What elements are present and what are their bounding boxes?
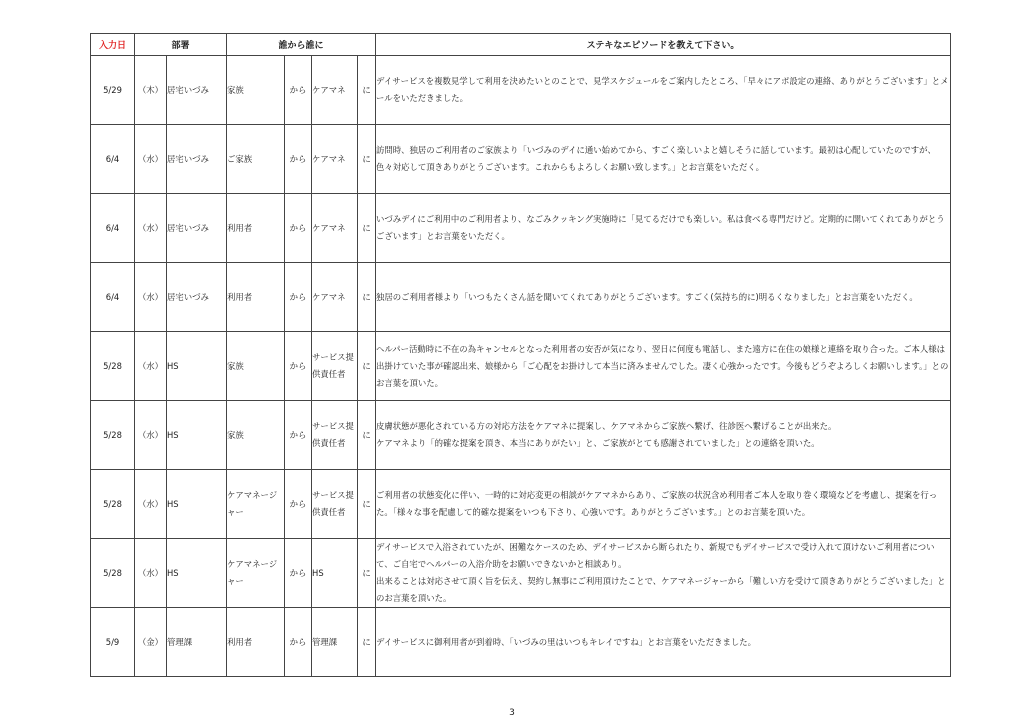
date-cell: 5/9 (91, 608, 135, 677)
ni-cell: に (358, 125, 376, 194)
header-dept: 部署 (135, 34, 227, 56)
department-cell: 居宅いづみ (167, 194, 227, 263)
header-row (91, 34, 951, 56)
date-cell: 6/4 (91, 125, 135, 194)
table-row (91, 194, 951, 263)
from-cell: 家族 (227, 401, 285, 470)
kara-cell: から (285, 194, 312, 263)
from-cell: ケアマネージャー (227, 539, 285, 608)
weekday-cell: （水） (135, 263, 167, 332)
table-row (91, 125, 951, 194)
kara-cell: から (285, 539, 312, 608)
department-cell: HS (167, 401, 227, 470)
date-cell: 5/29 (91, 56, 135, 125)
ni-cell: に (358, 539, 376, 608)
ni-cell: に (358, 608, 376, 677)
episode-cell: ご利用者の状態変化に伴い、一時的に対応変更の相談がケアマネからあり、ご家族の状況含め利用者ご本人を取り巻く環境などを考慮し、提案を行った。「様々な事を配慮して的確な提案をいつも下さり、心強いです。ありがとうございます。」とのお言葉を頂いた。 (376, 470, 951, 539)
date-cell: 5/28 (91, 470, 135, 539)
to-cell: サービス提供責任者 (312, 332, 358, 401)
weekday-cell: （水） (135, 539, 167, 608)
episode-cell: 訪問時、独居のご利用者のご家族より「いづみのデイに通い始めてから、すごく楽しいよと嬉しそうに話しています。最初は心配していたのですが、色々対応して頂きありがとうございます。これからもよろしくお願い致します。」とお言葉をいただく。 (376, 125, 951, 194)
kara-cell: から (285, 56, 312, 125)
from-cell: 利用者 (227, 194, 285, 263)
weekday-cell: （水） (135, 470, 167, 539)
table-row (91, 56, 951, 125)
weekday-cell: （木） (135, 56, 167, 125)
department-cell: 居宅いづみ (167, 263, 227, 332)
weekday-cell: （水） (135, 401, 167, 470)
date-cell: 5/28 (91, 401, 135, 470)
episode-cell: デイサービスで入浴されていたが、困難なケースのため、デイサービスから断られたり、新規でもデイサービスで受け入れて頂けないご利用者について、ご自宅でヘルパーの入浴介助をお願いできないかと相談あり。 出来ることは対応させて頂く旨を伝え、契約し無事にご利用頂けたことで、ケアマネージャーから「難しい方を受けて頂きありがとうございました」とのお言葉を頂いた。 (376, 539, 951, 608)
kara-cell: から (285, 470, 312, 539)
table-row (91, 470, 951, 539)
to-cell: ケアマネ (312, 194, 358, 263)
episode-cell: 独居のご利用者様より「いつもたくさん話を聞いてくれてありがとうございます。すごく(気持ち的に)明るくなりました」とお言葉をいただく。 (376, 263, 951, 332)
department-cell: 管理課 (167, 608, 227, 677)
from-cell: 家族 (227, 332, 285, 401)
ni-cell: に (358, 401, 376, 470)
to-cell: サービス提供責任者 (312, 401, 358, 470)
to-cell: ケアマネ (312, 263, 358, 332)
kara-cell: から (285, 332, 312, 401)
episode-cell: 皮膚状態が悪化されている方の対応方法をケアマネに提案し、ケアマネからご家族へ繋げ、往診医へ繋げることが出来た。 ケアマネより「的確な提案を頂き、本当にありがたい」と、ご家族がとても感謝されていました」との連絡を頂いた。 (376, 401, 951, 470)
date-cell: 5/28 (91, 332, 135, 401)
date-cell: 5/28 (91, 539, 135, 608)
episode-cell: いづみデイにご利用中のご利用者より、なごみクッキング実施時に「見てるだけでも楽しい。私は食べる専門だけど。定期的に開いてくれてありがとうございます」とお言葉をいただく。 (376, 194, 951, 263)
table-row (91, 539, 951, 608)
to-cell: 管理課 (312, 608, 358, 677)
from-cell: 利用者 (227, 263, 285, 332)
department-cell: HS (167, 470, 227, 539)
date-cell: 6/4 (91, 263, 135, 332)
page-number: 3 (509, 708, 515, 718)
ni-cell: に (358, 470, 376, 539)
from-cell: ご家族 (227, 125, 285, 194)
header-date: 入力日 (91, 34, 135, 56)
kara-cell: から (285, 608, 312, 677)
ni-cell: に (358, 263, 376, 332)
kara-cell: から (285, 263, 312, 332)
weekday-cell: （水） (135, 332, 167, 401)
department-cell: HS (167, 539, 227, 608)
episode-cell: デイサービスを複数見学して利用を決めたいとのことで、見学スケジュールをご案内したところ、「早々にアポ設定の連絡、ありがとうございます」とメールをいただきました。 (376, 56, 951, 125)
kara-cell: から (285, 125, 312, 194)
to-cell: HS (312, 539, 358, 608)
header-from-to: 誰から誰に (227, 34, 376, 56)
to-cell: ケアマネ (312, 56, 358, 125)
weekday-cell: （金） (135, 608, 167, 677)
department-cell: 居宅いづみ (167, 56, 227, 125)
episode-cell: ヘルパー活動時に不在の為キャンセルとなった利用者の安否が気になり、翌日に何度も電話し、また遠方に在住の娘様と連絡を取り合った。ご本人様は出掛けていた事が確認出来、娘様から「ご心配をお掛けして本当に済みませんでした。凄く心強かったです。今後もどうぞよろしくお願いします。」とのお言葉を頂いた。 (376, 332, 951, 401)
ni-cell: に (358, 194, 376, 263)
episode-table (90, 33, 951, 677)
ni-cell: に (358, 332, 376, 401)
table-body (91, 56, 951, 677)
weekday-cell: （水） (135, 125, 167, 194)
weekday-cell: （水） (135, 194, 167, 263)
date-cell: 6/4 (91, 194, 135, 263)
table-row (91, 332, 951, 401)
episode-cell: デイサービスに御利用者が到着時、「いづみの里はいつもキレイですね」とお言葉をいただきました。 (376, 608, 951, 677)
to-cell: ケアマネ (312, 125, 358, 194)
from-cell: 家族 (227, 56, 285, 125)
to-cell: サービス提供責任者 (312, 470, 358, 539)
kara-cell: から (285, 401, 312, 470)
from-cell: ケアマネージャー (227, 470, 285, 539)
table-row (91, 401, 951, 470)
table-row (91, 263, 951, 332)
header-episode: ステキなエピソードを教えて下さい。 (376, 34, 951, 56)
table-row (91, 608, 951, 677)
from-cell: 利用者 (227, 608, 285, 677)
ni-cell: に (358, 56, 376, 125)
department-cell: HS (167, 332, 227, 401)
department-cell: 居宅いづみ (167, 125, 227, 194)
